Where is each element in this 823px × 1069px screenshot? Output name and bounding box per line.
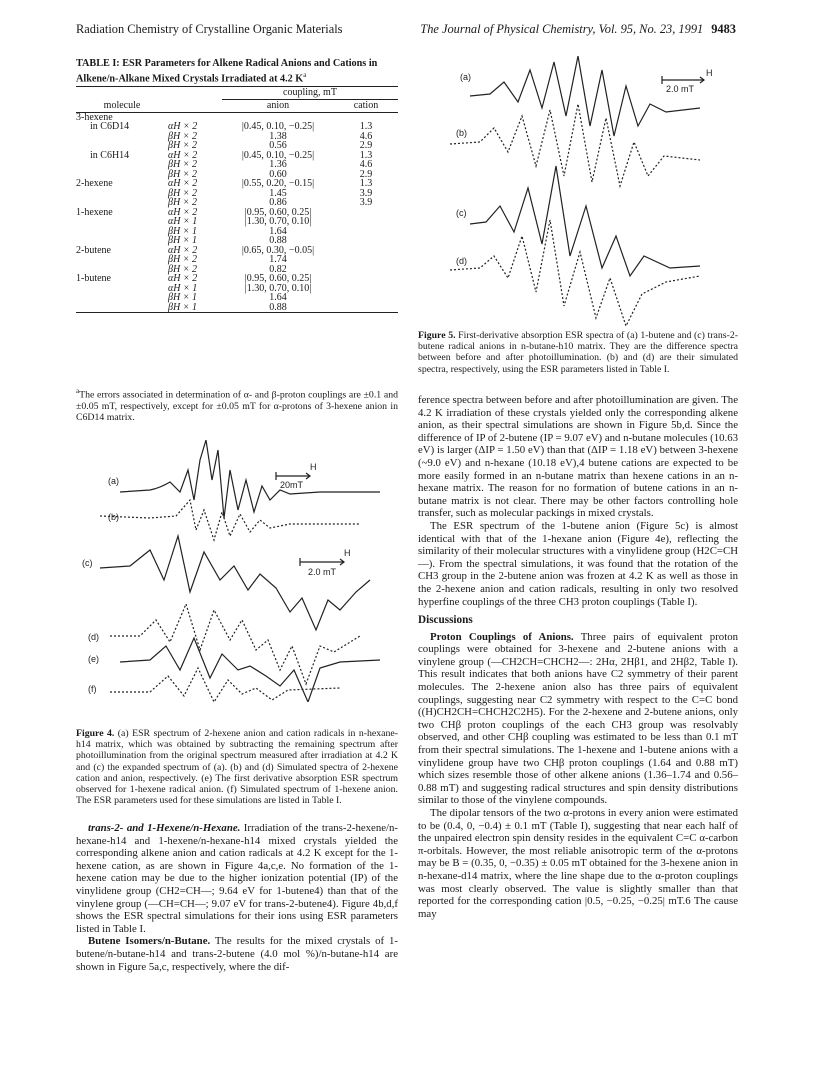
table-cell — [334, 208, 398, 218]
fig4-field-a: H — [310, 462, 317, 472]
table-row — [76, 284, 398, 294]
table-cell: 4.6 — [359, 130, 373, 142]
fig5-label-b: (b) — [456, 128, 467, 138]
table-cell: 3-hexene — [76, 111, 113, 123]
table-cell — [334, 255, 398, 265]
col-cation: cation — [353, 100, 379, 111]
table-cell: |0.65, 0.30, −0.05| — [241, 244, 315, 256]
table-cell: |0.55, 0.20, −0.15| — [241, 178, 315, 189]
fig4-field-c: H — [344, 548, 351, 558]
fig5-field: H — [706, 68, 713, 78]
table-row — [76, 227, 398, 237]
table-cell: 4.6 — [359, 159, 373, 170]
table-cell: αH × 1 — [168, 216, 198, 227]
scale-arrow-c — [300, 558, 344, 566]
fig4-label-e: (e) — [88, 654, 99, 664]
fig5-scale: 2.0 mT — [666, 84, 695, 94]
table-cell: in C6H14 — [90, 149, 130, 161]
table-row — [76, 236, 398, 246]
table-cell: 0.88 — [269, 301, 287, 313]
table-cell: αH × 2 — [168, 149, 198, 161]
table-cell: βH × 2 — [168, 159, 197, 170]
figure-4 — [80, 440, 390, 702]
running-header — [76, 22, 736, 38]
table-cell: |0.45, 0.10, −0.25| — [241, 149, 315, 161]
table-row — [76, 246, 398, 256]
table-cell: |0.95, 0.60, 0.25| — [244, 206, 312, 218]
table-cell — [76, 293, 168, 303]
table-cell: αH × 2 — [168, 178, 198, 189]
left-column-text: trans-2- and 1-Hexene/n-Hexane. Irradiation of the trans-2-hexene/n-hexane-h14 and 1-hexene/n-hexane-h14 mixed crystals yielded the corresponding alkene anion and cation radicals at 4.2 K except for the 1-hexene cation, as are shown in Figure 4a,c,e. No formation of the 1-hexene cation may be due to the higher ionization potential (IP) of the vinylidene group (CH2=CH—; 9.64 eV for 1-butene4) than that of the vinylene group (—CH=CH—; 9.07 eV for trans-2-butene4). Figure 4b,d,f shows the ESR spectral simulations for their ions using ESR parameters listed in Table I. Butene Isomers/n-Butane. The results for the mixed crystals of 1-butene/n-butane-h14 and trans-2-butene (4.0 mol %)/n-butane-h14 are shown in Figure 5a,c, respectively, where the dif- — [76, 822, 399, 973]
fig4-label-b: (b) — [108, 512, 119, 522]
table-cell: in C6D14 — [90, 121, 130, 132]
table-cell: βH × 2 — [168, 187, 197, 199]
table-row — [76, 274, 398, 284]
table-cell: 1-hexene — [76, 206, 113, 218]
fig5-label-d: (d) — [456, 256, 467, 266]
table-cell: 1.38 — [269, 130, 287, 142]
spectrum-4c — [100, 536, 370, 630]
fig4-label-c: (c) — [82, 558, 93, 568]
table-cell: 1.74 — [269, 254, 287, 265]
table-cell: 2.9 — [359, 140, 373, 151]
fig5-scale-arrow — [662, 76, 704, 84]
table-cell: βH × 1 — [168, 225, 197, 237]
table-row — [76, 179, 398, 189]
spectrum-4d — [110, 604, 360, 684]
table-row — [76, 265, 398, 275]
table-row — [76, 132, 398, 142]
table-cell: |1.30, 0.70, 0.10| — [244, 216, 312, 227]
table-cell — [334, 217, 398, 227]
table-cell: 1.3 — [359, 178, 373, 189]
table-cell: 3.9 — [359, 187, 373, 199]
table-cell — [76, 132, 168, 142]
table-cell: 0.60 — [269, 168, 287, 180]
table-cell: 2-hexene — [76, 178, 113, 189]
table-cell: αH × 2 — [168, 244, 198, 256]
table-cell — [76, 255, 168, 265]
table-cell — [76, 160, 168, 170]
table-cell: 0.56 — [269, 140, 287, 151]
page-number: 9483 — [711, 22, 736, 36]
table-row — [76, 303, 398, 313]
table-cell: |0.45, 0.10, −0.25| — [241, 121, 315, 132]
table-cell: βH × 2 — [168, 130, 197, 142]
table-cell: 1.45 — [269, 187, 287, 199]
table-cell: 1.36 — [269, 159, 287, 170]
table-cell: βH × 2 — [168, 197, 197, 208]
table-cell: 1.64 — [269, 225, 287, 237]
header-right: The Journal of Physical Chemistry, Vol. 95, No. 23, 1991 9483 — [420, 22, 736, 36]
table-cell: αH × 2 — [168, 206, 198, 218]
spectrum-4a — [120, 440, 380, 518]
table-cell — [334, 284, 398, 294]
table-cell: |0.95, 0.60, 0.25| — [244, 273, 312, 284]
table-cell — [334, 293, 398, 303]
fig4-scale-c: 2.0 mT — [308, 567, 337, 577]
table-footnote: $^a$The errors associated in determination of α- and β-proton couplings are ±0.1 and ±0.05 mT, respectively, except for ±0.05 mT for α-protons of 3-hexene anion in C6D14 matrix. — [76, 387, 398, 424]
table-row — [76, 160, 398, 170]
scale-arrow-a — [276, 472, 310, 480]
figure-5 — [430, 56, 730, 326]
table-cell: 0.88 — [269, 235, 287, 246]
table-cell: βH × 2 — [168, 168, 197, 180]
table-row — [76, 151, 398, 161]
spectrum-5d — [450, 220, 700, 326]
fig4-label-f: (f) — [88, 684, 97, 694]
table-cell: 0.82 — [269, 263, 287, 275]
section-heading: Discussions — [418, 614, 473, 627]
figure-5-caption: Figure 5. First-derivative absorption ESR spectra of (a) 1-butene and (c) trans-2-butene radical anions in n-butane-h10 matrix. They are the difference spectra between before and after photoillumination. (b) and (d) are their simulated spectra, respectively, using the ESR parameters listed in Table I. — [418, 330, 738, 375]
table-cell — [76, 284, 168, 294]
header-left: Radiation Chemistry of Crystalline Organic Materials — [76, 22, 343, 36]
table-cell: αH × 1 — [168, 282, 198, 294]
table-cell: 1-butene — [76, 273, 111, 284]
table-cell — [334, 246, 398, 256]
table-cell: 1.3 — [359, 149, 373, 161]
table-cell: 1.64 — [269, 292, 287, 303]
table-row — [76, 217, 398, 227]
table-cell: |1.30, 0.70, 0.10| — [244, 282, 312, 294]
fig4-label-d: (d) — [88, 632, 99, 642]
table-cell: βH × 1 — [168, 301, 197, 313]
table-cell — [334, 265, 398, 275]
table-row — [76, 122, 398, 132]
table-cell: βH × 2 — [168, 140, 197, 151]
table-caption: TABLE I: ESR Parameters for Alkene Radical Anions and Cations in Alkene/n-Alkane Mixed Crystals Irradiated at 4.2 $K^a$ — [76, 58, 378, 85]
table-row — [76, 255, 398, 265]
table-cell — [334, 274, 398, 284]
table-cell: αH × 2 — [168, 273, 198, 284]
col-anion: anion — [266, 100, 290, 111]
table-cell — [76, 217, 168, 227]
esr-parameters-table — [76, 86, 398, 313]
table-cell: 2.9 — [359, 168, 373, 180]
col-group-header: coupling, mT — [222, 87, 398, 100]
table-row — [76, 170, 398, 180]
table-cell — [334, 227, 398, 237]
table-cell — [76, 303, 168, 313]
table-row — [76, 208, 398, 218]
table-cell — [76, 227, 168, 237]
table-cell — [334, 303, 398, 313]
table-cell: 1.3 — [359, 121, 373, 132]
fig5-label-a: (a) — [460, 72, 471, 82]
table-row — [76, 198, 398, 208]
table-cell: 3.9 — [359, 197, 373, 208]
table-cell: βH × 1 — [168, 235, 197, 246]
col-molecule: molecule — [103, 99, 141, 111]
table-cell: 2-butene — [76, 244, 111, 256]
table-cell — [334, 236, 398, 246]
table-cell: βH × 2 — [168, 254, 197, 265]
table-cell: 0.86 — [269, 197, 287, 208]
table-cell: βH × 1 — [168, 292, 197, 303]
fig5-label-c: (c) — [456, 208, 467, 218]
spectrum-4b — [100, 500, 360, 540]
table-cell: βH × 2 — [168, 263, 197, 275]
spectrum-5b — [450, 104, 700, 186]
fig4-scale-a: 20mT — [280, 480, 304, 490]
fig4-label-a: (a) — [108, 476, 119, 486]
right-column-text: ference spectra between before and after photoillumination are given. The 4.2 K irradiation of these crystals yielded only the corresponding alkene anion, as their spectral simulations are shown in Figure 5b,d. Since the difference of IP of 2-butene (IP = 9.07 eV) and n-butane molecules (10.63 eV) is larger (ΔIP = 1.50 eV) than that (ΔIP = 1.18 eV) between 3-hexene (~9.0 eV) and n-hexane (10.18 eV),4 butene cations are expected to be more easily formed in an n-butane matrix than hexene cations in an n-hexane matrix. The reason for no formation of butene cations in an n-butane matrix is not clear. There may be other factors controlling hole transfer, such as molecular packings in mixed crystals. The ESR spectrum of the 1-butene anion (Figure 5c) is almost identical with that of the 1-hexane anion (Figure 4e), reflecting the similarity of their molecular structures with a vinylidene group (H2C=CH—). From the spectral simulations, it was found that the rotation of the CH3 group in the 2-butene anion was frozen at 4.2 K as well as those in the 2-hexene anion and cation radicals, resulting in only two resolved hyperfine couplings of the three CH3 proton couplings (Table I). Discussions Proton Couplings of Anions. Three pairs of equivalent proton couplings were obtained for 3-hexene and 2-butene anions with a vinylene group (—CH2CH=CHCH2—: 2Hα, 2Hβ1, and 2Hβ2, Table I). This result indicates that both anions have C2 symmetry of their parent molecules. The 2-hexene anion also has three pairs of equivalent couplings, suggesting near C2 symmetry with respect to the C=C bond ((H)CH2CH=CHCH2C2H5). For the 2-hexene and 2-butene anions, only two CHβ proton couplings of the each CH3 group was resolvably observed, and other CHβ coupling was estimated to be less than 0.1 mT from their spectral simulations. The 1-hexene and 1-butene anions with a vinylidene group have two CHβ proton couplings (1.64 and 0.88 mT) which sizes resemble those of other alkene anions (1.36–1.74 and 0.56–0.88 mT) and suggesting radical structures and spin density distributions similar to those of the vinylene compounds. The dipolar tensors of the two α-protons in every anion were estimated to be (0.4, 0, −0.4) ± 0.1 mT (Table I), suggesting that near each half of the unpaired electron spin density resides in the equivalent C=C α-carbon π-orbitals. However, the most reliable anisotropic term of the α-protons may be B = (0.35, 0, −0.35) ± 0.05 mT obtained for the 3-hexene anion in n-hexane-d14 matrix, where the line shape due to the α-proton couplings was most clearly observed. The value is slightly smaller than that reported for the corresponding cation |0.5, −0.25, −0.25| mT.6 The cause may — [418, 394, 738, 920]
spectrum-5a — [470, 56, 700, 136]
table-cell: αH × 2 — [168, 121, 198, 132]
table-row — [76, 293, 398, 303]
figure-4-caption: Figure 4. (a) ESR spectrum of 2-hexene anion and cation radicals in n-hexane-h14 matrix, which was obtained by subtracting the remaining spectrum after photoillumination from the original spectrum measured after irradiation at 4.2 K and (c) the expanded spectrum of (a). (b) and (d) Simulated spectra of 2-hexene cation and anion, respectively. (e) The first derivative absorption ESR spectrum observed for 1-hexene radical anion. (f) Simulated spectrum of 1-hexene anion. The ESR parameters used for these simulations are listed in Table I. — [76, 728, 399, 807]
table-row — [76, 189, 398, 199]
table-cell — [76, 189, 168, 199]
spectrum-5c — [470, 166, 700, 276]
